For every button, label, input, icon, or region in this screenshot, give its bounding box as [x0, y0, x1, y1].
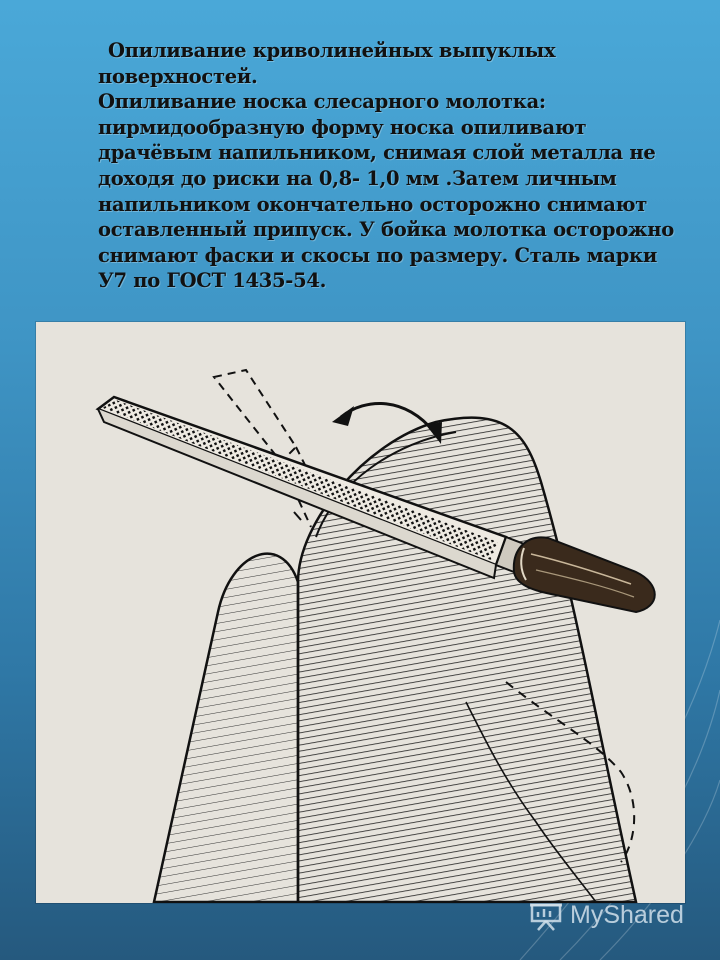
title-line: драчёвым напильником, снимая слой металла не	[98, 141, 656, 165]
title-line: пирмидообразную форму носка опиливают	[98, 115, 587, 139]
file-filing-illustration-icon	[36, 322, 685, 903]
title-line: напильником окончательно осторожно снимают	[98, 192, 648, 216]
title-line: Опиливание носка слесарного молотка:	[98, 90, 546, 114]
title-line: поверхностей.	[98, 64, 258, 88]
slide-title-text	[98, 38, 698, 294]
filing-illustration	[36, 322, 685, 903]
brand-watermark	[528, 898, 684, 932]
title-line: доходя до риски на 0,8- 1,0 мм .Затем личным	[98, 166, 617, 190]
brand-label: MyShared	[570, 900, 684, 929]
title-line: У7 по ГОСТ 1435-54.	[98, 269, 327, 293]
title-line: оставленный припуск. У бойка молотка осторожно	[98, 218, 674, 242]
title-line: снимают фаски и скосы по размеру. Сталь марки	[98, 243, 657, 267]
presentation-screen-icon	[528, 899, 564, 931]
title-line: Опиливание криволинейных выпуклых	[108, 39, 556, 62]
